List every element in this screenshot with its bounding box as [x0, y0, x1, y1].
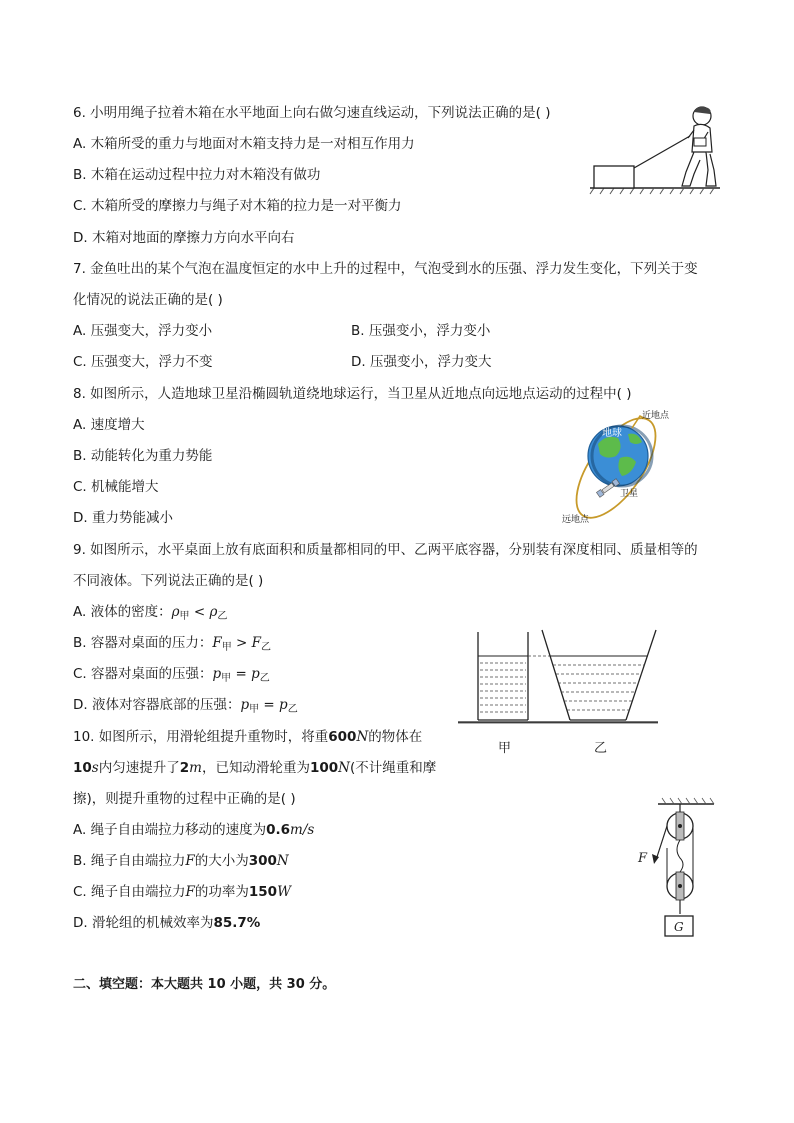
q10-option-d: D. 滑轮组的机械效率为85.7%	[73, 915, 261, 931]
q9-stem-line1: 9. 如图所示，水平桌面上放有底面积和质量都相同的甲、乙两平底容器，分别装有深度相同、质量相等的	[73, 542, 698, 558]
q7-option-d: D. 压强变小，浮力变大	[351, 354, 492, 370]
q10-stem-line1: 10. 如图所示，用滑轮组提升重物时，将重600N的物体在	[73, 729, 423, 745]
q9-figure-containers	[458, 628, 668, 758]
q8-option-b: B. 动能转化为重力势能	[73, 448, 213, 464]
q8-option-c: C. 机械能增大	[73, 479, 159, 495]
q10-stem-line3: 擦)，则提升重物的过程中正确的是( )	[73, 791, 296, 807]
container-yi	[542, 630, 656, 720]
force-label: F	[638, 851, 648, 866]
section-2-heading: 二、填空题：本大题共 10 小题，共 30 分。	[73, 977, 336, 992]
earth-label: 地球	[602, 428, 622, 439]
label-yi: 乙	[594, 741, 608, 756]
q10-option-c: C. 绳子自由端拉力F的功率为150W	[73, 884, 291, 900]
q7-option-a: A. 压强变大，浮力变小	[73, 323, 213, 339]
q9-stem-line2: 不同液体。下列说法正确的是( )	[73, 573, 264, 589]
satellite-label: 卫星	[620, 489, 639, 499]
near-point-label: 近地点	[642, 411, 670, 421]
q9-option-a: A. 液体的密度：$\rho_甲 < \rho_乙$	[73, 604, 228, 622]
q10-option-b: B. 绳子自由端拉力F的大小为300N	[73, 853, 289, 869]
weight-label: G	[674, 920, 684, 934]
q9-option-d: D. 液体对容器底部的压强：$p_甲 = p_乙$	[73, 697, 298, 715]
q6-option-c: C. 木箱所受的摩擦力与绳子对木箱的拉力是一对平衡力	[73, 198, 402, 214]
q10-figure-pulley	[634, 798, 714, 943]
q9-option-c: C. 容器对桌面的压强：$p_甲 = p_乙$	[73, 666, 270, 684]
q8-option-d: D. 重力势能减小	[73, 510, 173, 526]
container-jia	[478, 632, 528, 720]
q8-option-a: A. 速度增大	[73, 417, 145, 433]
q6-option-a: A. 木箱所受的重力与地面对木箱支持力是一对相互作用力	[73, 136, 415, 152]
q7-stem-line1: 7. 金鱼吐出的某个气泡在温度恒定的水中上升的过程中，气泡受到水的压强、浮力发生变化，下列关于变	[73, 261, 698, 277]
q7-option-c: C. 压强变大，浮力不变	[73, 354, 213, 370]
q10-stem-line2: 10s内匀速提升了2m，已知动滑轮重为100N(不计绳重和摩	[73, 760, 437, 776]
q8-stem: 8. 如图所示，人造地球卫星沿椭圆轨道绕地球运行，当卫星从近地点向远地点运动的过程中( )	[73, 386, 632, 402]
label-jia: 甲	[498, 741, 512, 756]
q6-option-b: B. 木箱在运动过程中拉力对木箱没有做功	[73, 167, 321, 183]
q10-option-a: A. 绳子自由端拉力移动的速度为0.6m/s	[73, 822, 315, 838]
box	[594, 166, 634, 188]
q6-figure-boy-pulling-box	[590, 100, 720, 195]
q9-option-b: B. 容器对桌面的压力：$F_甲 > F_乙$	[73, 635, 271, 653]
q8-figure-satellite-orbit	[558, 408, 698, 528]
rope	[634, 136, 690, 168]
q6-stem: 6. 小明用绳子拉着木箱在水平地面上向右做匀速直线运动，下列说法正确的是( )	[73, 105, 551, 121]
q7-stem-line2: 化情况的说法正确的是( )	[73, 292, 223, 308]
q7-option-b: B. 压强变小，浮力变小	[351, 323, 491, 339]
far-point-label: 远地点	[562, 515, 590, 525]
q6-option-d: D. 木箱对地面的摩擦力方向水平向右	[73, 230, 295, 246]
